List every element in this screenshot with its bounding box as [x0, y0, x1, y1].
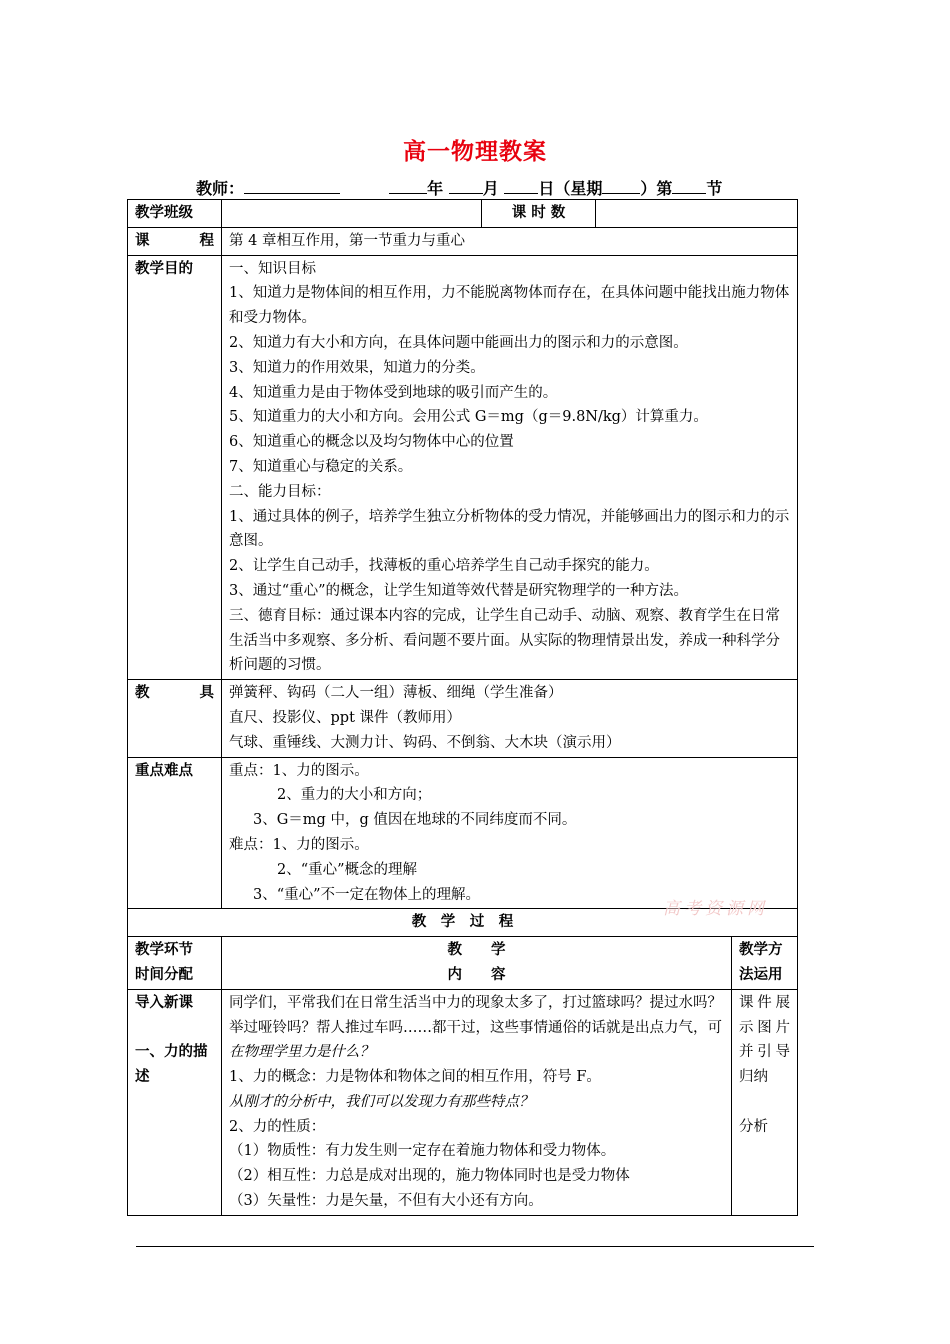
nature-line: （1）物质性：有力发生则一定存在着施力物体和受力物体。	[229, 1143, 616, 1160]
goal-line: 三、德育目标：通过课本内容的完成，让学生自己动手、动脑、观察、教育学生在日常生活当中多观察、多分析、看问题不要片面。从实际的物理情景出发，养成一种科学分析问题的习惯。	[229, 607, 780, 674]
year-label: 年	[427, 179, 444, 198]
goal-line: 一、知识目标	[229, 260, 316, 277]
difficulty-line: 难点：1、力的图示。	[229, 836, 369, 853]
nature-title: 2、力的性质：	[229, 1118, 326, 1135]
method-text: 分析	[739, 1118, 768, 1135]
goal-line: 4、知道重力是由于物体受到地球的吸引而产生的。	[229, 384, 558, 401]
goals-content	[222, 255, 798, 680]
difficulty-line: 2、“重心”概念的理解	[277, 861, 418, 878]
difficulty-line: 3、“重心”不一定在物体上的理解。	[253, 886, 481, 903]
month-blank	[449, 177, 483, 194]
goal-line: 二、能力目标：	[229, 483, 331, 500]
goals-label: 教学目的	[128, 255, 222, 680]
goal-line: 1、知道力是物体间的相互作用，力不能脱离物体而存在，在具体问题中能找出施力物体和受力物体。	[229, 285, 790, 327]
watermark: 高考资源网	[663, 899, 768, 919]
tools-label: 教 具	[128, 680, 222, 757]
tools-content	[222, 680, 798, 757]
section-blank	[672, 177, 706, 194]
day-blank	[504, 177, 538, 194]
goals-row	[128, 255, 798, 680]
key-line: 2、重力的大小和方向；	[277, 787, 432, 804]
key-line: 重点：1、力的图示。	[229, 762, 369, 779]
footer-divider	[136, 1246, 814, 1247]
force-label: 一、力的描述	[135, 1044, 208, 1086]
day-label: 日	[538, 179, 555, 198]
lesson-plan-table	[127, 199, 798, 1216]
class-row	[128, 200, 798, 228]
goal-line: 6、知道重心的概念以及均匀物体中心的位置	[229, 434, 514, 451]
keypoints-row	[128, 757, 798, 909]
weekday-open: （星期	[554, 179, 603, 198]
intro-row	[128, 989, 798, 1215]
goal-line: 3、知道力的作用效果，知道力的分类。	[229, 359, 485, 376]
intro-label: 导入新课	[135, 994, 193, 1011]
page-title: 高一物理教案	[403, 139, 547, 165]
content-label: 教 学 内 容	[222, 937, 732, 990]
tool-line: 弹簧秤、钩码（二人一组）薄板、细绳（学生准备）	[229, 685, 563, 702]
keypoints-content	[222, 757, 798, 909]
method-label: 教学方法运用	[732, 937, 798, 990]
year-blank	[389, 177, 427, 194]
tools-row	[128, 680, 798, 757]
goal-line: 2、知道力有大小和方向，在具体问题中能画出力的图示和力的示意图。	[229, 334, 688, 351]
header-info	[196, 176, 722, 199]
nature-line: （2）相互性：力总是成对出现的，施力物体同时也是受力物体	[229, 1168, 630, 1185]
course-value: 第 4 章相互作用，第一节重力与重心	[222, 227, 798, 255]
concept-line: 1、力的概念：力是物体和物体之间的相互作用，符号 F。	[229, 1069, 601, 1086]
intro-content	[222, 989, 732, 1215]
process-columns-row	[128, 937, 798, 990]
method-text: 课件展示图片并引导归纳	[739, 994, 790, 1086]
goal-line: 2、让学生自己动手，找薄板的重心培养学生自己动手探究的能力。	[229, 558, 659, 575]
teacher-blank	[244, 177, 340, 194]
tool-line: 气球、重锤线、大测力计、钩码、不倒翁、大木块（演示用）	[229, 734, 621, 751]
intro-steps	[128, 989, 222, 1215]
class-label: 教学班级	[128, 200, 222, 228]
step-label: 教学环节 时间分配	[128, 937, 222, 990]
goal-line: 3、通过“重心”的概念，让学生知道等效代替是研究物理学的一种方法。	[229, 582, 689, 599]
weekday-blank	[602, 177, 640, 194]
intro-method	[732, 989, 798, 1215]
question-line: 从刚才的分析中，我们可以发现力有那些特点？	[229, 1093, 534, 1110]
goal-line: 7、知道重心与稳定的关系。	[229, 458, 413, 475]
course-row	[128, 227, 798, 255]
weekday-close: ）第	[640, 179, 673, 198]
hours-label: 课 时 数	[482, 200, 596, 228]
class-value	[222, 200, 482, 228]
course-label: 课 程	[128, 227, 222, 255]
month-label: 月	[482, 179, 499, 198]
hours-value	[596, 200, 798, 228]
tool-line: 直尺、投影仪、ppt 课件（教师用）	[229, 709, 461, 726]
key-line: 3、G＝mg 中，g 值因在地球的不同纬度而不同。	[253, 812, 577, 829]
process-label: 教 学 过 程	[128, 909, 798, 937]
goal-line: 1、通过具体的例子，培养学生独立分析物体的受力情况，并能够画出力的图示和力的示意图。	[229, 508, 790, 550]
section-label: 节	[706, 179, 723, 198]
goal-line: 5、知道重力的大小和方向。会用公式 G＝mg（g＝9.8N/kg）计算重力。	[229, 409, 708, 426]
nature-line: （3）矢量性：力是矢量，不但有大小还有方向。	[229, 1193, 543, 1210]
intro-paragraph: 同学们，平常我们在日常生活当中力的现象太多了，打过篮球吗？提过水吗？举过哑铃吗？帮人推过车吗……都干过，这些事情通俗的话就是出点力气，可在物理学里力是什么？	[229, 994, 722, 1061]
keypoints-label: 重点难点	[128, 757, 222, 909]
teacher-label: 教师：	[196, 179, 245, 198]
